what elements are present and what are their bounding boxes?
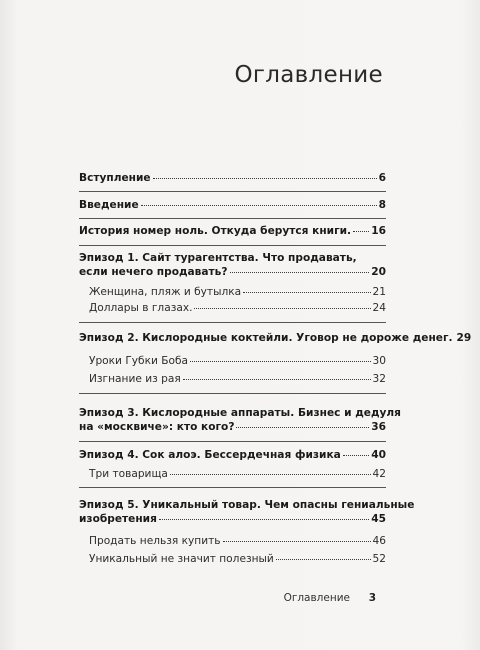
toc-entry-page: 40 xyxy=(371,449,386,461)
toc-entry-page: 8 xyxy=(378,199,386,211)
toc-subentry[interactable] xyxy=(89,301,386,315)
toc-entry-introduction[interactable] xyxy=(79,198,386,212)
leader-dots xyxy=(190,360,371,362)
toc-entry-title: Введение xyxy=(79,199,139,211)
leader-dots xyxy=(243,291,370,293)
page-number: 3 xyxy=(368,592,376,604)
toc-entry-title: Уроки Губки Боба xyxy=(89,355,189,367)
toc-entry-page: 16 xyxy=(371,225,386,237)
toc-entry-page: 29 xyxy=(456,332,472,344)
leader-dots xyxy=(183,378,371,380)
toc-entry-page: 36 xyxy=(371,421,386,433)
leader-dots xyxy=(159,518,369,520)
toc-entry-title: Доллары в глазах. xyxy=(89,302,193,314)
toc-subentry[interactable] xyxy=(89,467,386,481)
toc-entry-page: 46 xyxy=(372,535,386,547)
toc-entry-episode-4[interactable] xyxy=(79,448,386,462)
leader-dots xyxy=(194,307,370,309)
toc-entry-episode-3[interactable] xyxy=(79,406,401,434)
toc-entry-page: 24 xyxy=(372,302,386,314)
toc-subentry[interactable] xyxy=(89,372,386,386)
toc-subentry[interactable] xyxy=(89,552,386,566)
toc-entry-title: Женщина, пляж и бутылка xyxy=(89,286,242,298)
toc-entry-episode-2[interactable] xyxy=(79,331,472,345)
footer-label: Оглавление xyxy=(283,592,350,604)
toc-entry-title: Продать нельзя купить xyxy=(89,535,221,547)
toc-entry-title: Вступление xyxy=(79,172,151,184)
toc-entry-title-line1: Эпизод 5. Уникальный товар. Чем опасны гениальные xyxy=(79,499,415,511)
leader-dots xyxy=(170,473,371,475)
toc-entry-title: на «москвиче»: кто кого? xyxy=(79,421,235,433)
toc-subentry[interactable] xyxy=(89,534,386,548)
toc-entry-title: Эпизод 2. Кислородные коктейли. Уговор не дороже денег. xyxy=(79,332,453,344)
leader-dots xyxy=(236,426,369,428)
leader-dots xyxy=(343,454,369,456)
toc-entry-title-line1: Эпизод 1. Сайт турагентства. Что продавать, xyxy=(79,252,357,264)
toc-entry-title: изобретения xyxy=(79,513,157,525)
toc-entry-page: 52 xyxy=(372,553,386,565)
divider xyxy=(79,393,386,394)
toc-entry-title: Эпизод 4. Сок алоэ. Бессердечная физика xyxy=(79,449,341,461)
divider xyxy=(79,441,386,442)
toc-entry-title: Изгнание из рая xyxy=(89,373,181,385)
toc-subentry[interactable] xyxy=(89,354,386,368)
leader-dots xyxy=(223,540,371,542)
leader-dots xyxy=(153,177,377,179)
divider xyxy=(79,487,386,488)
toc-entry-page: 32 xyxy=(372,373,386,385)
toc-entry-intro[interactable] xyxy=(79,171,386,185)
toc-entry-title: Три товарища xyxy=(89,468,168,480)
leader-dots xyxy=(276,558,371,560)
divider xyxy=(79,218,386,219)
toc-entry-title-line1: Эпизод 3. Кислородные аппараты. Бизнес и дедуля xyxy=(79,407,401,419)
toc-entry-title: Уникальный не значит полезный xyxy=(89,553,274,565)
toc-entry-episode-5[interactable] xyxy=(79,498,415,526)
leader-dots xyxy=(353,230,369,232)
divider xyxy=(79,245,386,246)
leader-dots xyxy=(230,271,370,273)
toc-subentry[interactable] xyxy=(89,285,386,299)
toc-entry-story-zero[interactable] xyxy=(79,224,386,238)
toc-entry-episode-1[interactable] xyxy=(79,251,386,279)
toc-entry-page: 21 xyxy=(372,286,386,298)
toc-entry-page: 30 xyxy=(372,355,386,367)
toc-entry-page: 42 xyxy=(372,468,386,480)
toc-entry-page: 45 xyxy=(371,513,386,525)
leader-dots xyxy=(141,204,377,206)
toc-entry-page: 6 xyxy=(378,172,386,184)
page-title: Оглавление xyxy=(234,62,383,88)
toc-entry-title: если нечего продавать? xyxy=(79,266,228,278)
toc-entry-title: История номер ноль. Откуда берутся книги. xyxy=(79,225,352,237)
divider xyxy=(79,322,386,323)
toc-entry-page: 20 xyxy=(371,266,386,278)
divider xyxy=(79,191,386,192)
